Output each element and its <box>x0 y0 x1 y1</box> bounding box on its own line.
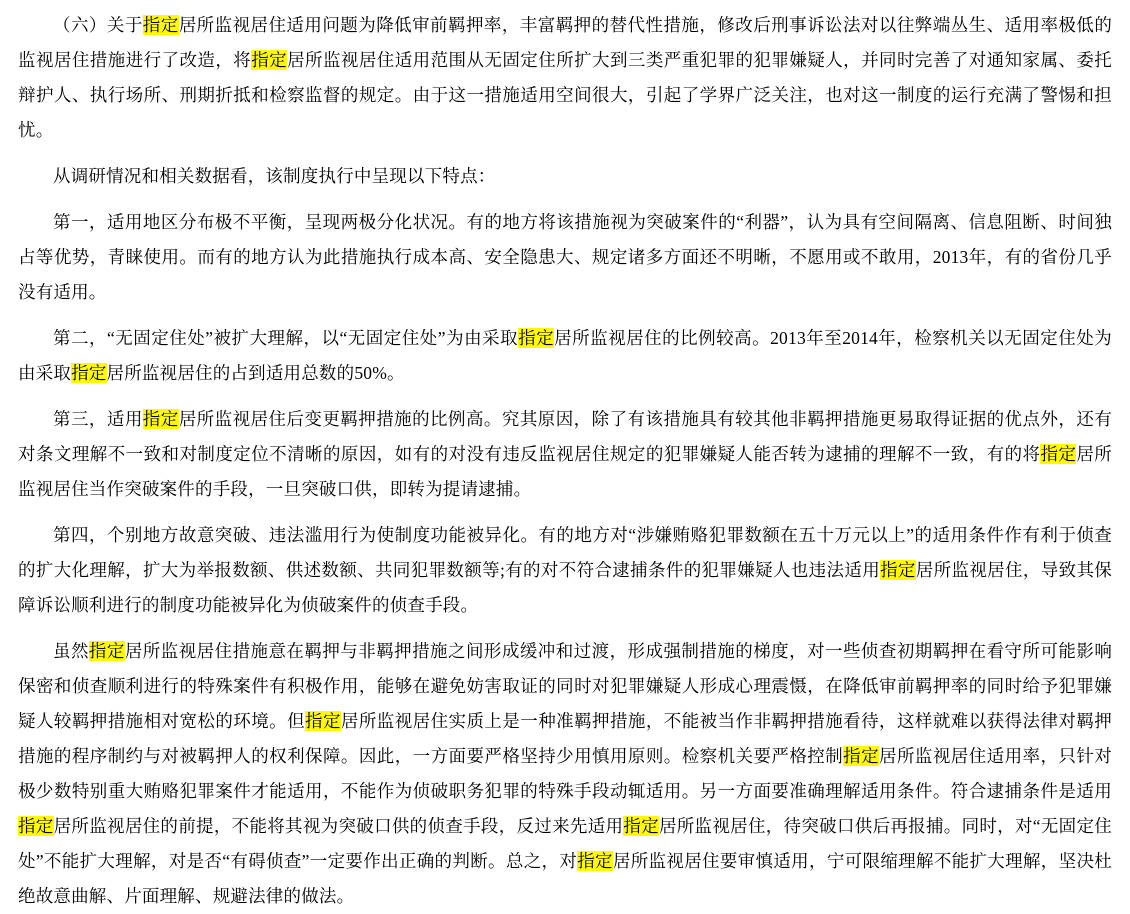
text-run: 第四，个别地方故意突破、违法滥用行为使制度功能被异化。有的地方对“涉嫌贿赂犯罪数额在五十万元以上”的适用条件作有利于侦查的扩大化理解，扩大为举报数额、供述数额、共同犯罪数额等;有的对不符合逮捕条件的犯罪嫌疑人也违法适用 <box>18 525 1112 580</box>
text-run: 居所监视居住的占到适用总数的50%。 <box>106 363 405 383</box>
text-run: 居所监视居住措施意在羁押与非羁押措施之间形成缓冲和过渡，形成强制措施的梯度，对一些侦查初期羁押在看守所可能影响保密和侦查顺利进行的特殊案件有积极作用，能够在避免妨害取证的同时对犯罪嫌疑人形成心理震慑，在降低审前羁押率的同时给予犯罪嫌疑人较羁押措施相对宽松的环境。但 <box>18 641 1113 731</box>
text-run: 居所监视居住后变更羁押措施的比例高。究其原因，除了有该措施具有较其他非羁押措施更易取得证据的优点外，还有对条文理解不一致和对制度定位不清晰的原因，如有的对没有违反监视居住规定的犯罪嫌疑人能否转为逮捕的理解不一致，有的将 <box>18 409 1113 464</box>
text-run: （六）关于 <box>53 15 143 35</box>
paragraph <box>18 321 1112 391</box>
text-run: 居所监视居住适用率，只针对极少数特别重大贿赂犯罪案件才能适用，不能作为侦破职务犯罪的特殊手段动辄适用。另一方面要准确理解适用条件。符合逮捕条件是适用 <box>18 746 1113 801</box>
text-run: 居所监视居住要审慎适用，宁可限缩理解不能扩大理解，坚决杜绝故意曲解、片面理解、规避法律的做法。 <box>18 851 1112 906</box>
paragraph <box>18 159 1112 194</box>
highlighted-text: 指定 <box>142 15 179 35</box>
text-run: 虽然 <box>53 641 89 661</box>
highlighted-text: 指定 <box>518 328 555 348</box>
text-run: 居所监视居住的前提，不能将其视为突破口供的侦查手段，反过来先适用 <box>53 816 624 836</box>
highlighted-text: 指定 <box>142 409 179 429</box>
text-run: 居所监视居住实质上是一种准羁押措施，不能被当作非羁押措施看待，这样就难以获得法律对羁押措施的程序制约与对被羁押人的权利保障。因此，一方面要严格坚持少用慎用原则。检察机关要严格控制 <box>18 711 1112 766</box>
text-run: 第三，适用 <box>53 409 143 429</box>
highlighted-text: 指定 <box>71 363 107 383</box>
text-run: 第二，“无固定住处”被扩大理解，以“无固定住处”为由采取 <box>53 328 519 348</box>
paragraph <box>18 518 1112 623</box>
highlighted-text: 指定 <box>18 816 54 836</box>
highlighted-text: 指定 <box>623 816 659 836</box>
highlighted-text: 指定 <box>305 711 341 731</box>
paragraph <box>18 402 1112 507</box>
document-body <box>18 8 1112 914</box>
text-run: 居所监视居住适用问题为降低审前羁押率，丰富羁押的替代性措施，修改后刑事诉讼法对以往弊端丛生、适用率极低的监视居住措施进行了改造，将 <box>18 15 1113 70</box>
highlighted-text: 指定 <box>1040 444 1077 464</box>
highlighted-text: 指定 <box>88 641 125 661</box>
paragraph <box>18 634 1112 914</box>
highlighted-text: 指定 <box>843 746 880 766</box>
text-run: 居所监视居住，待突破口供后再报捕。同时，对“无固定住处”不能扩大理解，对是否“有碍侦查”一定要作出正确的判断。总之，对 <box>18 816 1112 871</box>
text-run: 从调研情况和相关数据看，该制度执行中呈现以下特点： <box>53 166 496 186</box>
paragraph <box>18 8 1112 148</box>
paragraph <box>18 205 1112 310</box>
text-run: 居所监视居住，导致其保障诉讼顺利进行的制度功能被异化为侦破案件的侦查手段。 <box>18 560 1112 615</box>
highlighted-text: 指定 <box>577 851 613 871</box>
text-run: 居所监视居住适用范围从无固定住所扩大到三类严重犯罪的犯罪嫌疑人，并同时完善了对通知家属、委托辩护人、执行场所、刑期折抵和检察监督的规定。由于这一措施适用空间很大，引起了学界广泛关注，也对这一制度的运行充满了警惕和担忧。 <box>18 50 1113 140</box>
text-run: 居所监视居住当作突破案件的手段，一旦突破口供，即转为提请逮捕。 <box>18 444 1112 499</box>
text-run: 居所监视居住的比例较高。2013年至2014年，检察机关以无固定住处为由采取 <box>18 328 1113 383</box>
highlighted-text: 指定 <box>880 560 916 580</box>
highlighted-text: 指定 <box>251 50 288 70</box>
text-run: 第一，适用地区分布极不平衡，呈现两极分化状况。有的地方将该措施视为突破案件的“利器”，认为具有空间隔离、信息阻断、时间独占等优势，青睐使用。而有的地方认为此措施执行成本高、安全隐患大、规定诸多方面还不明晰，不愿用或不敢用，2013年，有的省份几乎没有适用。 <box>18 212 1112 302</box>
